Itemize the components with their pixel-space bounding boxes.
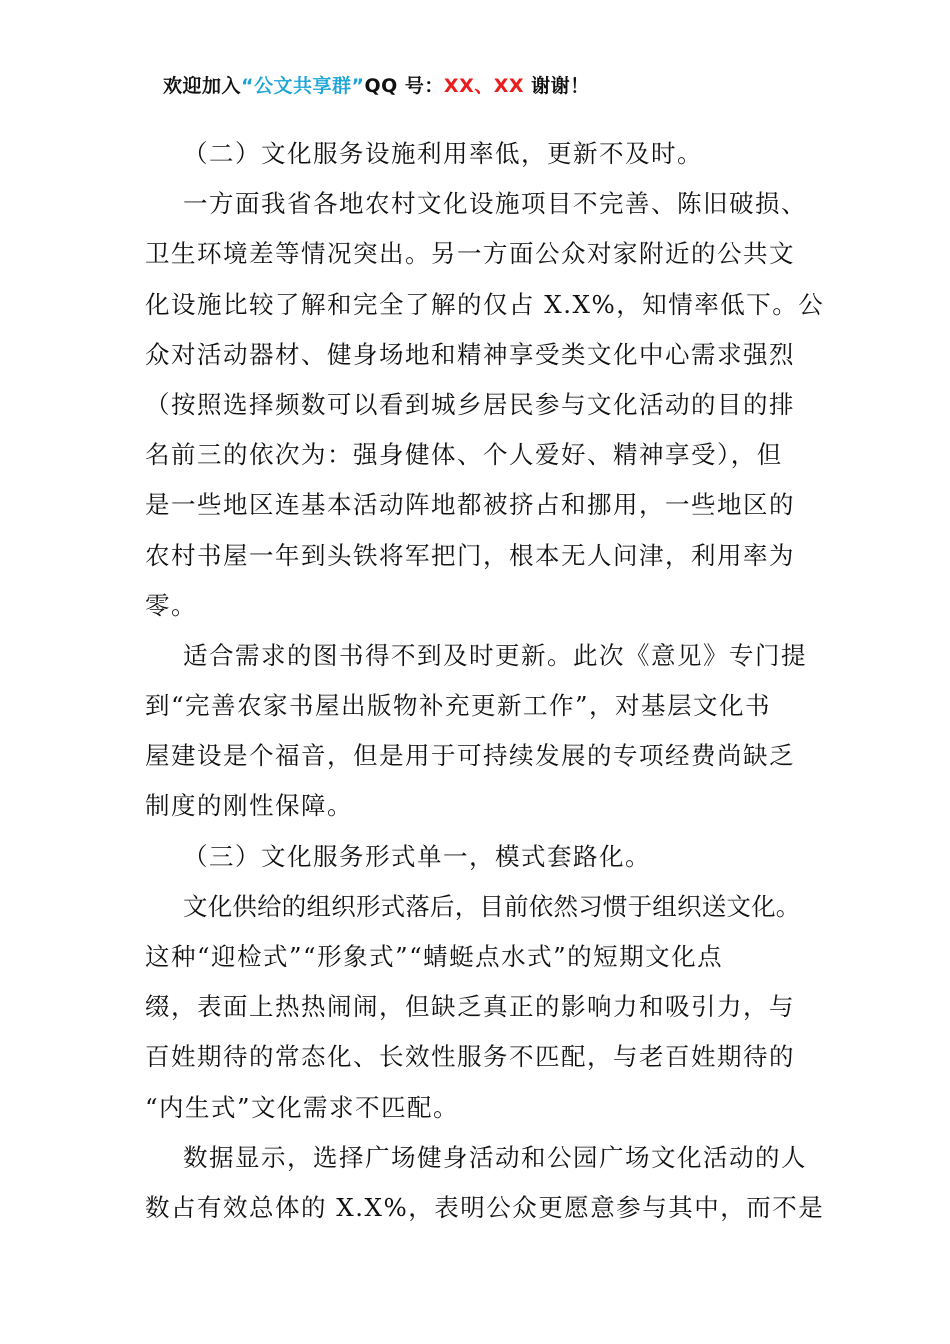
paragraph-line: 零。 [145, 590, 197, 620]
header-suffix: 谢谢！ [524, 75, 590, 97]
paragraph-line: 数占有效总体的 X.X%，表明公众更愿意参与其中，而不是 [145, 1192, 825, 1222]
paragraph-line: 是一些地区连基本活动阵地都被挤占和挪用，一些地区的 [145, 490, 795, 520]
paragraph-line: 众对活动器材、健身场地和精神享受类文化中心需求强烈 [145, 339, 795, 369]
page-header [163, 72, 590, 100]
paragraph-line: 制度的刚性保障。 [145, 791, 353, 821]
paragraph-line: 屋建设是个福音，但是用于可持续发展的专项经费尚缺乏 [145, 741, 795, 771]
paragraph-line: 卫生环境差等情况突出。另一方面公众对家附近的公共文 [145, 239, 795, 269]
header-prefix: 欢迎加入 [163, 75, 242, 97]
section-heading: （二）文化服务设施利用率低，更新不及时。 [183, 139, 703, 168]
paragraph-line: “内生式”文化需求不匹配。 [145, 1092, 460, 1122]
document-body [145, 129, 825, 1233]
paragraph-line: （按照选择频数可以看到城乡居民参与文化活动的目的排 [145, 389, 795, 419]
paragraph-line: 一方面我省各地农村文化设施项目不完善、陈旧破损、 [183, 189, 807, 219]
paragraph-line: 化设施比较了解和完全了解的仅占 X.X%，知情率低下。公 [145, 289, 825, 319]
paragraph-line: 到“完善农家书屋出版物补充更新工作”，对基层文化书 [145, 691, 772, 721]
header-qq-label: QQ 号： [364, 75, 444, 97]
paragraph-line: 百姓期待的常态化、长效性服务不匹配，与老百姓期待的 [145, 1042, 795, 1072]
paragraph-line: 文化供给的组织形式落后，目前依然习惯于组织送文化。 [183, 891, 801, 921]
paragraph-line: 适合需求的图书得不到及时更新。此次《意见》专门提 [183, 640, 807, 670]
paragraph-line: 数据显示，选择广场健身活动和公园广场文化活动的人 [183, 1142, 807, 1172]
paragraph-line: 农村书屋一年到头铁将军把门，根本无人问津，利用率为 [145, 540, 795, 570]
paragraph-line: 这种“迎检式”“形象式”“蜻蜓点水式”的短期文化点 [145, 942, 724, 971]
paragraph-line: 名前三的依次为：强身健体、个人爱好、精神享受），但 [145, 440, 783, 470]
header-group-name: “公文共享群” [241, 75, 365, 97]
header-qq-numbers: XX、XX [443, 75, 525, 97]
section-heading: （三）文化服务形式单一，模式套路化。 [183, 841, 651, 871]
paragraph-line: 缀，表面上热热闹闹，但缺乏真正的影响力和吸引力，与 [145, 992, 795, 1022]
